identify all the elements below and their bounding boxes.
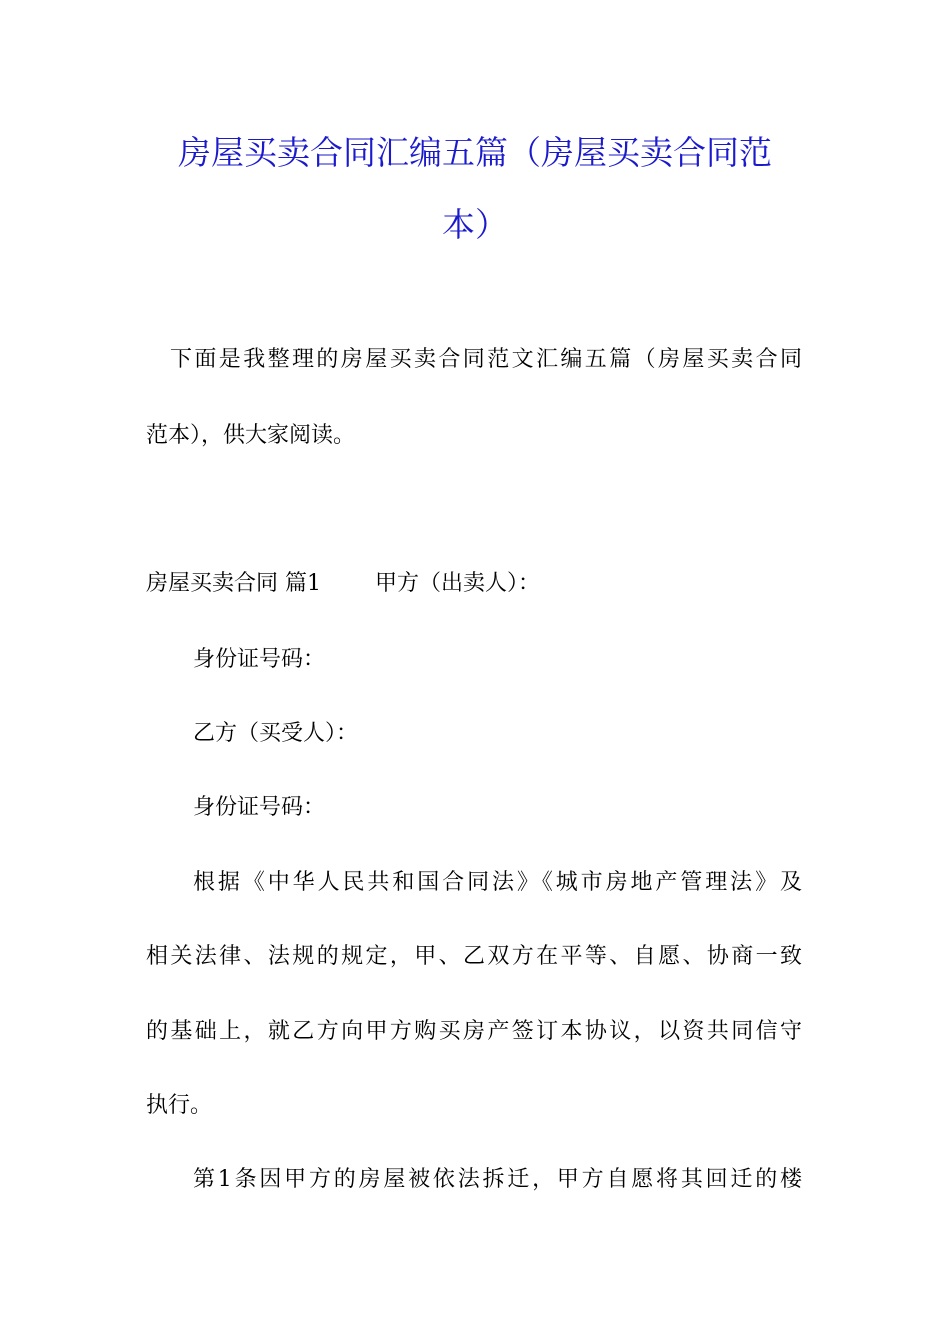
document-title-line-2: 本） <box>442 205 508 244</box>
party-b-id-label: 身份证号码： <box>193 795 326 820</box>
intro-paragraph-line-1 <box>170 347 805 372</box>
party-b-label: 乙方（买受人）： <box>193 721 359 746</box>
basis-paragraph-line-3: 的基础上，就乙方向甲方购买房产签订本协议，以资共同信守 <box>146 1019 805 1044</box>
intro-paragraph-line-2: 范本），供大家阅读。 <box>146 423 356 448</box>
basis-paragraph-line-1: 根据《中华人民共和国合同法》《城市房地产管理法》及 <box>193 870 805 895</box>
section-heading: 房屋买卖合同 篇1 <box>146 571 321 596</box>
section-heading-row <box>146 573 540 595</box>
party-a-id-label: 身份证号码： <box>193 647 326 672</box>
basis-paragraph-line-4: 执行。 <box>146 1093 213 1118</box>
intro-text-1: 下面是我整理的房屋买卖合同范文汇编五篇（房屋买卖合同 <box>170 347 805 372</box>
basis-paragraph-line-2: 相关法律、法规的规定，甲、乙双方在平等、自愿、协商一致 <box>146 944 805 969</box>
party-a-label: 甲方（出卖人）： <box>375 571 541 596</box>
document-title-line-1: 房屋买卖合同汇编五篇（房屋买卖合同范 <box>178 133 772 172</box>
article-1-line-1: 第1条因甲方的房屋被依法拆迁，甲方自愿将其回迁的楼 <box>193 1167 805 1192</box>
